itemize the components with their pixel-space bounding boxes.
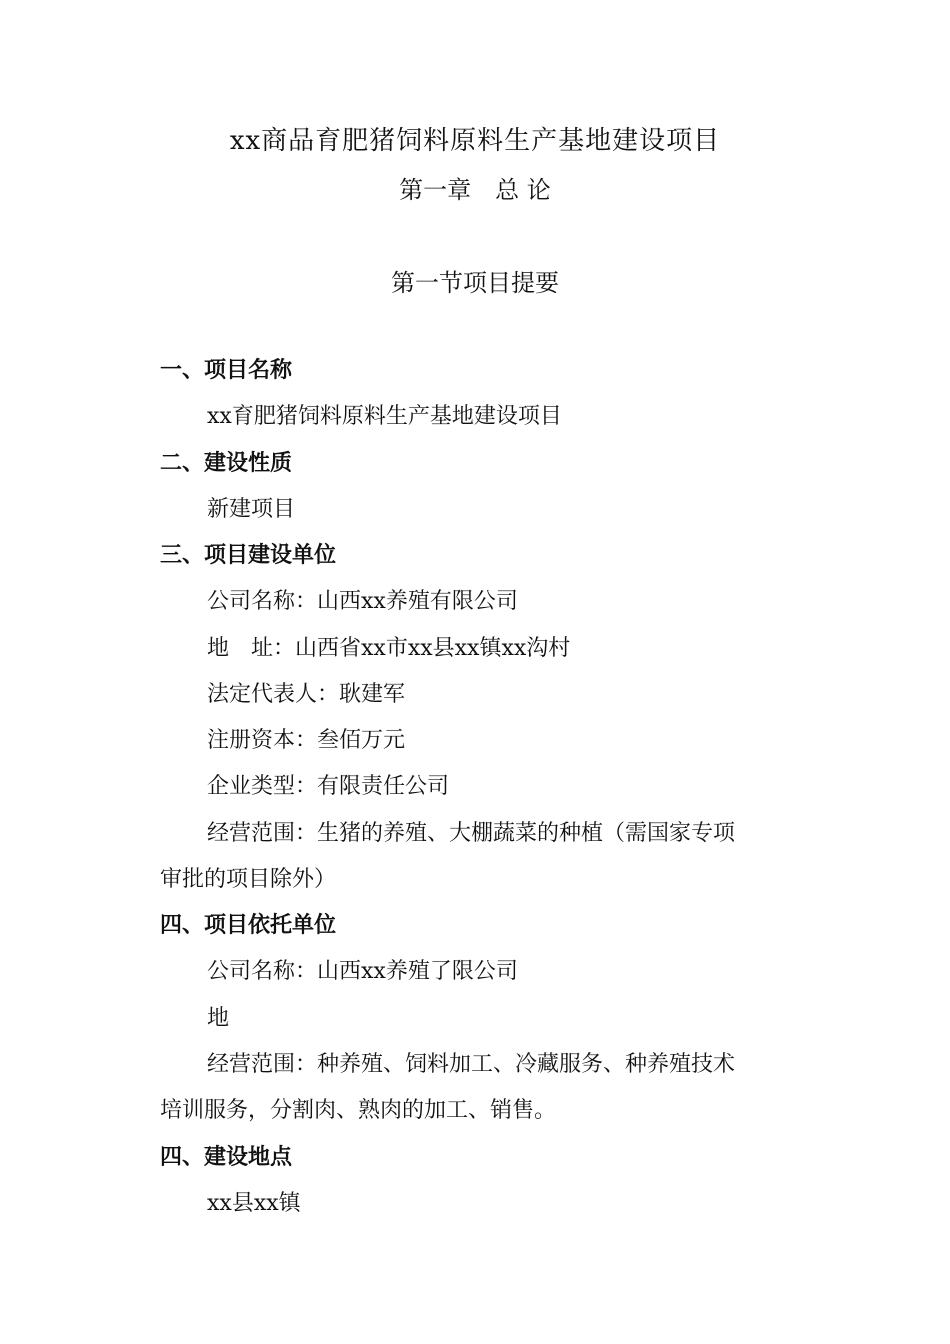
legal-representative: 法定代表人：耿建军 xyxy=(207,682,406,707)
heading-construction-site: 四、建设地点 xyxy=(160,1145,293,1170)
business-scope-line-2: 审批的项目除外） xyxy=(160,867,337,892)
construction-site-text: xx县xx镇 xyxy=(207,1191,301,1216)
supporting-scope-line-1: 经营范围：种养殖、饲料加工、冷藏服务、种养殖技术 xyxy=(207,1052,736,1077)
construction-nature-text: 新建项目 xyxy=(207,497,296,522)
heading-project-name: 一、项目名称 xyxy=(160,358,293,383)
heading-supporting-unit: 四、项目依托单位 xyxy=(160,913,337,938)
registered-capital: 注册资本：叁佰万元 xyxy=(207,728,406,753)
project-name-text: xx育肥猪饲料原料生产基地建设项目 xyxy=(207,404,562,429)
enterprise-type: 企业类型：有限责任公司 xyxy=(207,774,450,799)
chapter-heading: 第一章 总 论 xyxy=(399,176,551,204)
document-title: xx商品育肥猪饲料原料生产基地建设项目 xyxy=(229,126,721,156)
business-scope-line-1: 经营范围：生猪的养殖、大棚蔬菜的种植（需国家专项 xyxy=(207,821,736,846)
supporting-company-name: 公司名称：山西xx养殖了限公司 xyxy=(207,959,518,984)
heading-construction-nature: 二、建设性质 xyxy=(160,451,293,476)
company-name: 公司名称：山西xx养殖有限公司 xyxy=(207,589,518,614)
section-heading: 第一节项目提要 xyxy=(391,269,559,297)
supporting-scope-line-2: 培训服务，分割肉、熟肉的加工、销售。 xyxy=(160,1098,557,1123)
supporting-address: 地 xyxy=(207,1006,230,1031)
company-address: 地 址：山西省xx市xx县xx镇xx沟村 xyxy=(207,636,571,661)
heading-construction-unit: 三、项目建设单位 xyxy=(160,543,337,568)
